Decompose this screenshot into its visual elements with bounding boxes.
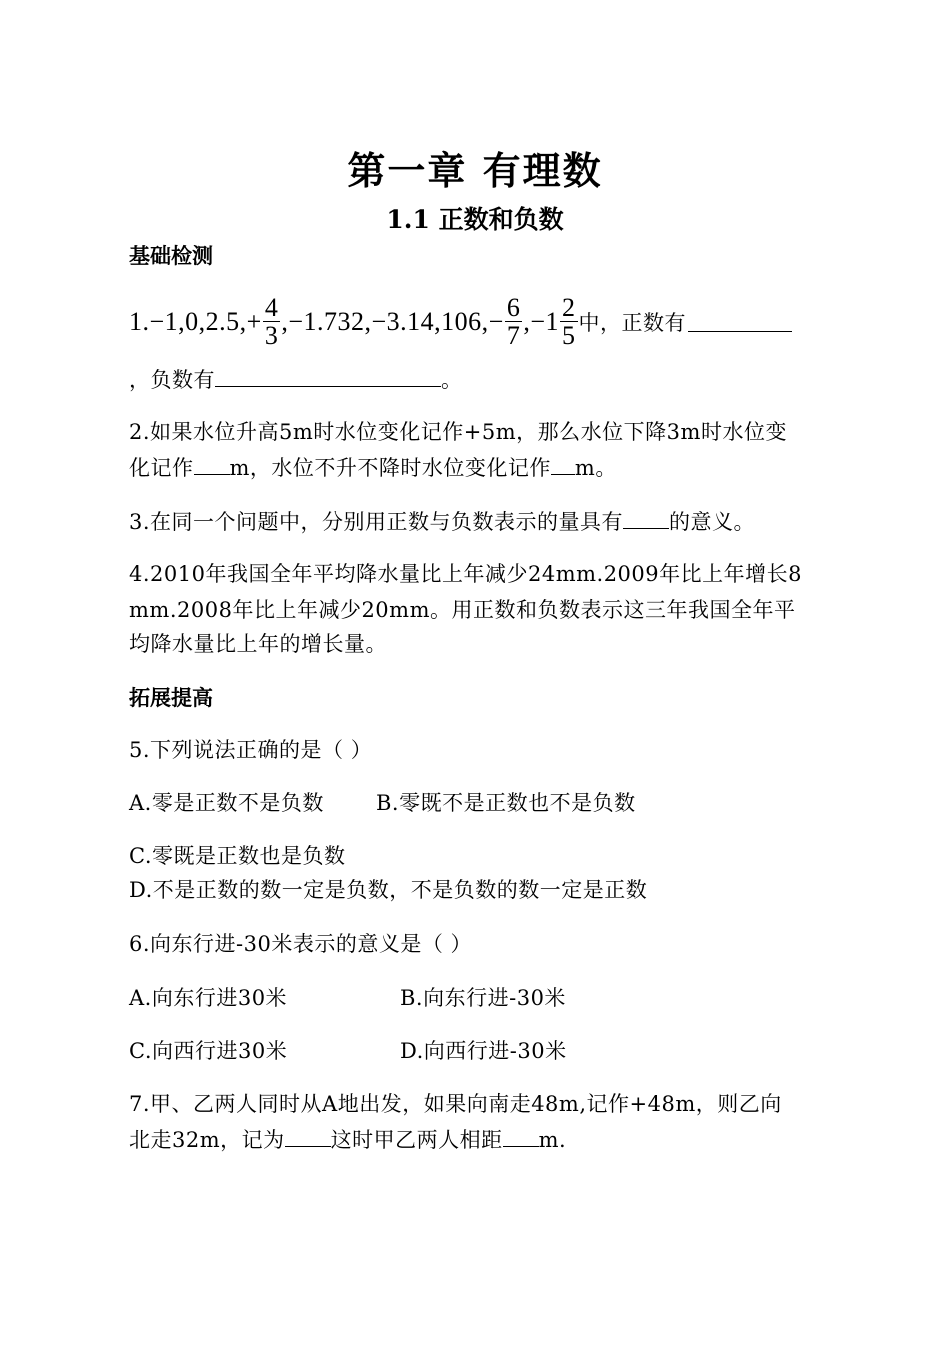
question-3 <box>129 506 755 536</box>
q1-seg4: 中，正数有 <box>578 310 686 335</box>
q2-line2-a: 化记作 <box>129 456 194 480</box>
q1-line2-prefix: ，负数有 <box>129 368 215 392</box>
q2-line2-c: m。 <box>574 456 617 480</box>
question-7-line1: 7.甲、乙两人同时从A地出发，如果向南走48m,记作+48m，则乙向 <box>129 1092 782 1116</box>
q2-line2-b: m，水位不升不降时水位变化记作 <box>229 456 551 480</box>
q1-frac1-numerator: 4 <box>264 293 279 322</box>
question-5-option-c: C.零既是正数也是负数 <box>129 844 346 868</box>
q1-frac3-denominator: 5 <box>562 321 576 351</box>
question-2-line1: 2.如果水位升高5m时水位变化记作+5m，那么水位下降3m时水位变 <box>129 420 787 444</box>
question-6-option-b: B.向东行进-30米 <box>400 986 566 1010</box>
section-title: 1.1 正数和负数 <box>386 205 564 234</box>
q1-seg3: ,−1 <box>523 306 559 336</box>
q7-blank-1 <box>285 1145 331 1147</box>
question-6-option-d: D.向西行进-30米 <box>400 1039 567 1063</box>
question-4-line2: mm.2008年比上年减少20mm。用正数和负数表示这三年我国全年平 <box>129 598 796 622</box>
q1-seg1: −1,0,2.5,+ <box>149 306 262 336</box>
q3-b: 的意义。 <box>669 510 756 534</box>
q7-blank-2 <box>503 1145 539 1147</box>
q1-seg2: ,−1.732,−3.14,106,− <box>281 306 504 336</box>
question-6-option-a: A.向东行进30米 <box>129 986 288 1010</box>
question-4-line3: 均降水量比上年的增长量。 <box>129 632 387 656</box>
question-4-line1: 4.2010年我国全年平均降水量比上年减少24mm.2009年比上年增长8 <box>129 562 803 586</box>
question-5-option-d: D.不是正数的数一定是负数，不是负数的数一定是正数 <box>129 878 648 902</box>
q1-frac3-numerator: 2 <box>562 293 576 322</box>
question-2-line2 <box>129 452 617 482</box>
q1-prefix: 1. <box>129 306 150 336</box>
q1-negative-blank <box>215 385 441 387</box>
question-5-stem: 5.下列说法正确的是（ ） <box>129 738 373 762</box>
chapter-title: 第一章 有理数 <box>347 148 603 193</box>
q3-a: 3.在同一个问题中，分别用正数与负数表示的量具有 <box>129 510 624 534</box>
q1-line2-suffix: 。 <box>441 368 463 392</box>
q1-fraction-1 <box>263 294 281 350</box>
question-1-line1 <box>129 294 792 350</box>
q7-line2-b: 这时甲乙两人相距 <box>330 1128 503 1152</box>
q1-positive-blank <box>688 330 792 332</box>
question-6-option-c: C.向西行进30米 <box>129 1039 288 1063</box>
q7-line2-c: m. <box>538 1128 567 1152</box>
q2-blank-2 <box>551 473 575 475</box>
question-5-option-b: B.零既不是正数也不是负数 <box>376 791 636 815</box>
question-1-line2 <box>129 364 463 394</box>
q1-fraction-3 <box>560 294 578 350</box>
question-7-line2 <box>129 1124 566 1154</box>
question-5-option-a: A.零是正数不是负数 <box>129 791 324 815</box>
question-6-stem: 6.向东行进-30米表示的意义是（ ） <box>129 932 473 956</box>
q7-line2-a: 北走32m，记为 <box>129 1128 285 1152</box>
q2-blank-1 <box>194 473 230 475</box>
q1-frac1-denominator: 3 <box>264 321 279 351</box>
q1-fraction-2 <box>505 294 523 350</box>
q1-frac2-numerator: 6 <box>506 293 521 322</box>
q1-frac2-denominator: 7 <box>506 321 521 351</box>
q3-blank <box>623 527 669 529</box>
section-heading-basic: 基础检测 <box>129 243 213 268</box>
section-heading-extend: 拓展提高 <box>129 685 213 710</box>
